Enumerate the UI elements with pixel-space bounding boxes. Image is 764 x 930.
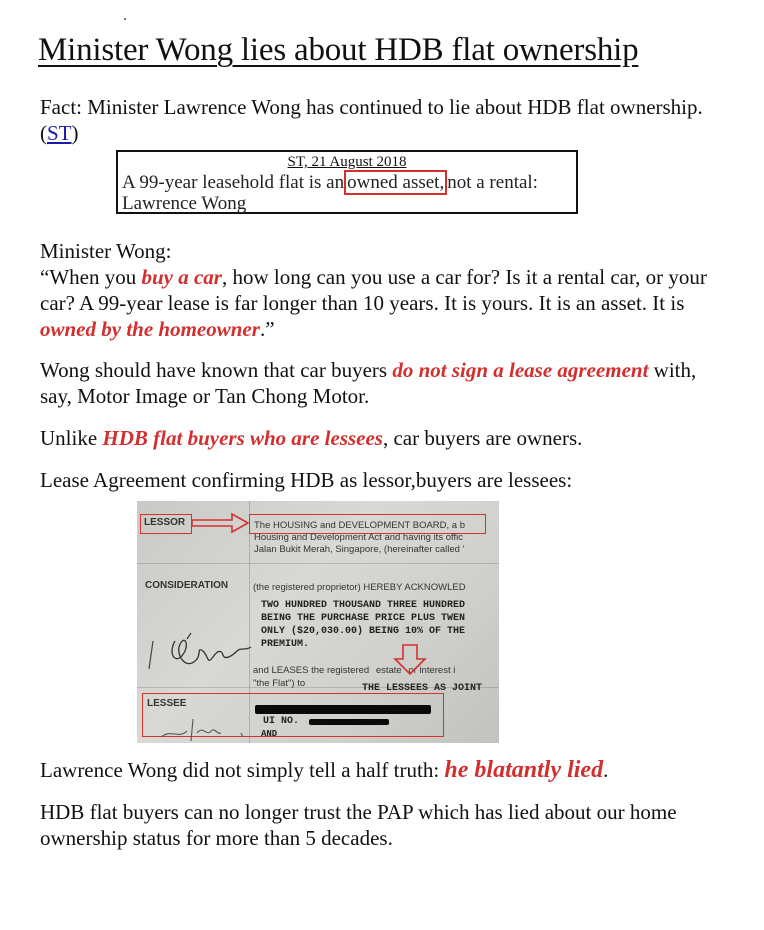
clipping-date: ST, 21 August 2018 [287, 154, 407, 170]
leases-post: or interest i [408, 665, 456, 676]
unlike-paragraph [40, 425, 730, 451]
trust-paragraph: HDB flat buyers can no longer trust the PAP which has lied about our home ownership status for more than 5 decades. [40, 800, 677, 850]
amount-line-2: BEING THE PURCHASE PRICE PLUS TWEN [261, 613, 466, 624]
headline-pre: A 99-year leasehold flat is an [122, 172, 345, 193]
lessee-label: LESSEE [147, 698, 187, 709]
amount-line-4: PREMIUM. [261, 639, 310, 650]
ui-no: UI NO. [263, 716, 300, 727]
quote-part3: .” [259, 317, 275, 341]
stray-dot [124, 18, 126, 20]
leases-estate: estate [375, 665, 402, 676]
quote-part1: “When you [40, 265, 142, 289]
quote-emphasis-owned: owned by the homeowner [40, 317, 260, 341]
quote-text [40, 264, 730, 342]
headline-boxed: owned asset, [344, 170, 447, 195]
lease-agreement-photo [137, 501, 499, 743]
lessor-line-1: The HOUSING and DEVELOPMENT BOARD, a b [254, 520, 466, 531]
redaction-bar [255, 705, 431, 714]
lied-post: . [603, 758, 609, 782]
fact-text: Fact: Minister Lawrence Wong has continued to lie about HDB flat ownership. ( [40, 95, 703, 145]
quote-part2: , how long can you use a car for? Is it a rental car, or your car? A 99-year lease is far longer than 10 years. It is yours. It is an asset. It is [40, 265, 707, 315]
unlike-post: , car buyers are owners. [382, 426, 583, 450]
lessor-line-3: Jalan Bukit Merah, Singapore, (hereinafter called ' [254, 544, 465, 555]
signature-scribble [147, 611, 257, 681]
consideration-label: CONSIDERATION [145, 580, 229, 591]
car-pre: Wong should have known that car buyers [40, 358, 393, 382]
lessees-joint: THE LESSEES AS JOINT [362, 683, 483, 694]
initials-scribble [157, 711, 267, 743]
amount-line-1: TWO HUNDRED THOUSAND THREE HUNDRED [261, 600, 466, 611]
redaction-bar [309, 719, 389, 725]
lied-emphasis: he blatantly lied [444, 757, 604, 783]
leases-line-2: "the Flat") to [253, 678, 306, 689]
amount-line-3: ONLY ($20,030.00) BEING 10% OF THE [261, 626, 466, 637]
down-arrow-icon [391, 643, 431, 677]
fact-paragraph [40, 94, 730, 146]
clipping-byline: Lawrence Wong [122, 193, 247, 214]
quote-emphasis-buy-car: buy a car [141, 265, 222, 289]
car-buyers-paragraph [40, 357, 730, 409]
news-clipping [116, 150, 578, 214]
lied-paragraph [40, 757, 730, 783]
quote-speaker: Minister Wong: [40, 239, 172, 263]
unlike-pre: Unlike [40, 426, 103, 450]
leases-pre: and LEASES the registered [253, 665, 370, 676]
form-divider [137, 563, 499, 564]
unlike-emphasis: HDB flat buyers who are lessees [102, 426, 383, 450]
car-emphasis: do not sign a lease agreement [392, 358, 649, 382]
headline-post: not a rental: [447, 172, 538, 193]
consideration-line: (the registered proprietor) HEREBY ACKNOWLED [253, 582, 466, 593]
lessor-label: LESSOR [144, 517, 186, 528]
st-link[interactable]: ST [47, 121, 72, 145]
lease-caption: Lease Agreement confirming HDB as lessor,buyers are lessees: [40, 468, 573, 492]
lessor-line-2: Housing and Development Act and having its offic [254, 532, 463, 543]
page-title: Minister Wong lies about HDB flat ownership [38, 32, 639, 68]
quote-block [40, 238, 730, 342]
lied-pre: Lawrence Wong did not simply tell a half truth: [40, 758, 445, 782]
clipping-headline [122, 172, 578, 214]
fact-close: ) [71, 121, 79, 145]
and-text: AND [261, 729, 278, 739]
car-post: with, say, Motor Image or Tan Chong Motor. [40, 358, 697, 408]
